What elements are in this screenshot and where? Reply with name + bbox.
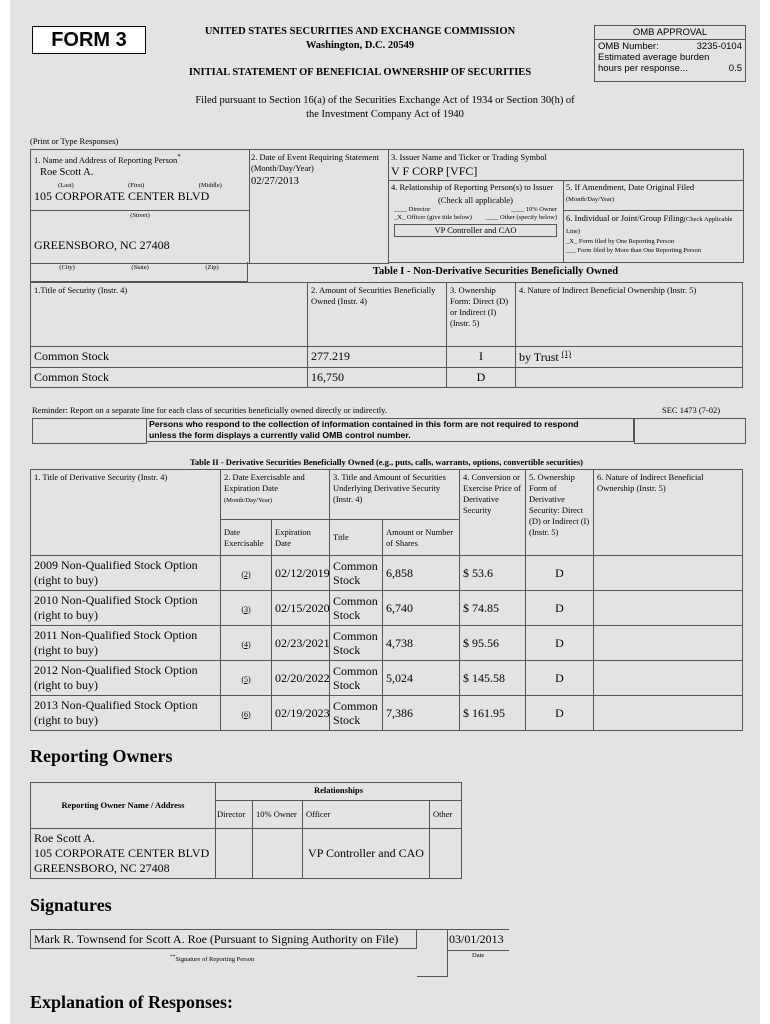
table-row [31,347,743,368]
owner-director [216,829,253,879]
owner-address-1: 105 CORPORATE CENTER BLVD [34,846,210,860]
table1-cell-amount: 16,750 [308,368,447,388]
table1-cell-title: Common Stock [31,368,308,388]
table2-title: Table II - Derivative Securities Beneficially Owned (e.g., puts, calls, warrants, options, convertible securities) [189,457,583,467]
footnote-link[interactable]: (3) [241,604,251,614]
ownership-form: D [526,591,594,626]
signer-name: Mark R. Townsend for Scott A. Roe (Pursuant to Signing Authority on File) [30,929,417,949]
exercise-price: $ 145.58 [460,661,526,696]
table1-header-form: 3. Ownership Form: Direct (D) or Indirect (I) (Instr. 5) [447,283,516,347]
reporting-city: GREENSBORO, NC 27408 [34,237,170,252]
table-row [31,626,743,661]
filed-line2: the Investment Company Act of 1940 [306,109,464,120]
omb-notice [146,418,634,442]
explanation-heading: Explanation of Responses: [30,992,234,1012]
omb-notice-line1: Persons who respond to the collection of information contained in this form are not required to respond [149,419,579,429]
footnote-link[interactable]: (2) [241,569,251,579]
derivative-title: 2009 Non-Qualified Stock Option (right to buy) [31,556,221,591]
table1-title: Table I - Non-Derivative Securities Beneficially Owned [372,266,619,277]
underlying-amount: 6,740 [383,591,460,626]
underlying-title: Common Stock [330,696,383,731]
exercise-price: $ 53.6 [460,556,526,591]
table-row [31,556,743,591]
owners-col-officer: Officer [303,801,430,829]
officer-title: VP Controller and CAO [394,224,557,237]
city-state-zip-labels [30,262,248,282]
table2-header-nature: 6. Nature of Indirect Beneficial Ownership (Instr. 5) [594,470,743,556]
last-label: (Last) [58,181,74,189]
table1-header-title: 1.Title of Security (Instr. 4) [31,283,308,347]
table-row [31,661,743,696]
expiration-date: 02/15/2020 [272,591,330,626]
exercise-price: $ 161.95 [460,696,526,731]
omb-burden-line2: hours per response... [598,63,688,74]
agency-name: UNITED STATES SECURITIES AND EXCHANGE COMMISSION [204,26,516,37]
underlying-title: Common Stock [330,626,383,661]
table2-header-form: 5. Ownership Form of Derivative Security: Direct (D) or Indirect (I) (Instr. 5) [526,470,594,556]
table-row [31,829,462,879]
city-label: (City) [59,264,75,271]
owners-col-ten-pct: 10% Owner [253,801,303,829]
omb-hours: 0.5 [728,63,742,74]
derivative-title: 2010 Non-Qualified Stock Option (right to buy) [31,591,221,626]
underlying-amount: 6,858 [383,556,460,591]
table2-sub-expiration: Expiration Date [272,520,330,556]
name-label: 1. Name and Address of Reporting Person [34,154,178,165]
table1-header-amount: 2. Amount of Securities Beneficially Owned (Instr. 4) [308,283,447,347]
table1 [30,282,743,388]
signature-date: 03/01/2013 [447,929,509,951]
amendment-label: 5. If Amendment, Date Original Filed [566,182,695,192]
table-row [31,591,743,626]
table2-sub-amount: Amount or Number of Shares [383,520,460,556]
table1-cell-title: Common Stock [31,347,308,368]
underlying-amount: 7,386 [383,696,460,731]
table2-header-dates: 2. Date Exercisable and Expiration Date (Month/Day/Year) [221,470,330,520]
footnote-link[interactable]: (5) [241,674,251,684]
owner-address-2: GREENSBORO, NC 27408 [34,861,170,875]
form-number: FORM 3 [32,26,146,54]
table1-cell-nature: by Trust $^{(1)}$ [516,347,743,368]
table2-sub-title: Title [330,520,383,556]
relationship-label: 4. Relationship of Reporting Person(s) to Issuer [391,182,554,192]
date-exercisable-footnote [221,626,272,661]
zip-label: (Zip) [205,264,219,271]
table-row [31,368,743,388]
table2-sub-date-exercisable: Date Exercisable [221,520,272,556]
reporting-owners-heading: Reporting Owners [30,746,173,766]
owner-ten-pct [253,829,303,879]
omb-burden-line1: Estimated average burden [598,52,710,63]
ten-pct-option[interactable]: ____ 10% Owner [511,206,557,213]
event-date-box [248,149,389,264]
nature-of-ownership [594,556,743,591]
ownership-form: D [526,696,594,731]
table1-cell-nature [516,368,743,388]
nature-of-ownership [594,696,743,731]
name-asterisk: * [177,153,181,161]
individual-label: 6. Individual or Joint/Group Filing [566,213,684,223]
reminder-left-box [32,418,147,444]
first-label: (First) [128,181,145,189]
table2 [30,469,743,731]
underlying-title: Common Stock [330,556,383,591]
reminder-text: Reminder: Report on a separate line for each class of securities beneficially owned directly or indirectly. [32,405,387,415]
underlying-amount: 5,024 [383,661,460,696]
nature-of-ownership [594,591,743,626]
table1-cell-form: I [447,347,516,368]
amendment-sub: (Month/Day/Year) [566,196,615,203]
signature-label: **Signature of Reporting Person [170,954,255,964]
underlying-amount: 4,738 [383,626,460,661]
individual-sub: (Check Applicable Line) [566,216,733,235]
event-date: 02/27/2013 [251,176,299,187]
date-exercisable-footnote [221,556,272,591]
owners-col-director: Director [216,801,253,829]
table2-header-title: 1. Title of Derivative Security (Instr. 4) [31,470,221,556]
table1-cell-amount: 277.219 [308,347,447,368]
filed-line1: Filed pursuant to Section 16(a) of the Securities Exchange Act of 1934 or Section 30(h) of [195,95,575,106]
owner-officer: VP Controller and CAO [303,829,430,879]
owner-name-address [31,829,216,879]
owner-name: Roe Scott A. [34,831,96,845]
middle-label: (Middle) [198,181,222,189]
nature-of-ownership [594,661,743,696]
table1-cell-form: D [447,368,516,388]
owners-col-other: Other [430,801,462,829]
other-option[interactable]: ____ Other (specify below) [485,214,557,221]
filed-pursuant [90,94,680,122]
street-label: (Street) [31,210,249,219]
derivative-title: 2013 Non-Qualified Stock Option (right to buy) [31,696,221,731]
omb-notice-line2: unless the form displays a currently valid OMB control number. [149,430,411,440]
expiration-date: 02/12/2019 [272,556,330,591]
check-all-note: (Check all applicable) [437,195,514,205]
omb-number: 3235-0104 [696,41,742,52]
individual-filing-box [563,211,744,263]
signatures-heading: Signatures [30,895,112,915]
owners-col-relationships: Relationships [216,783,462,801]
individual-option-2[interactable]: ___ Form filed by More than One Reporting Person [566,247,702,254]
officer-option[interactable]: _X_ Officer (give title below) [394,214,472,221]
footnote-link[interactable]: (1) [561,349,572,358]
issuer-name: V F CORP [VFC] [391,164,478,178]
ownership-form: D [526,556,594,591]
date-exercisable-footnote [221,591,272,626]
omb-number-label: OMB Number: [598,41,659,52]
underlying-title: Common Stock [330,591,383,626]
exercise-price: $ 95.56 [460,626,526,661]
individual-option-1[interactable]: _X_ Form filed by One Reporting Person [566,238,674,245]
reminder-right-box [634,418,746,444]
omb-title: OMB APPROVAL [595,26,745,40]
derivative-title: 2012 Non-Qualified Stock Option (right to buy) [31,661,221,696]
table2-header-price: 4. Conversion or Exercise Price of Derivative Security [460,470,526,556]
owners-col-name: Reporting Owner Name / Address [31,783,216,829]
expiration-date: 02/19/2023 [272,696,330,731]
table-row [31,696,743,731]
nature-of-ownership [594,626,743,661]
owners-table [30,782,462,879]
form-title: INITIAL STATEMENT OF BENEFICIAL OWNERSHIP OF SECURITIES [188,67,532,78]
date-label: Date [472,952,485,959]
issuer-label: 3. Issuer Name and Ticker or Trading Symbol [391,152,547,162]
table2-header-underlying: 3. Title and Amount of Securities Underlying Derivative Security (Instr. 4) [330,470,460,520]
director-option[interactable]: ____ Director [394,206,431,213]
date-exercisable-footnote [221,661,272,696]
expiration-date: 02/23/2021 [272,626,330,661]
reporting-person-box [30,149,250,264]
ownership-form: D [526,626,594,661]
signature-spacer-box [417,929,448,977]
reporting-name: Roe Scott A. [40,166,94,178]
footnote-link[interactable]: (6) [241,709,251,719]
amendment-box [563,180,744,211]
omb-approval-box [594,25,746,82]
state-label: (State) [131,264,149,271]
ownership-form: D [526,661,594,696]
underlying-title: Common Stock [330,661,383,696]
agency-city: Washington, D.C. 20549 [305,40,415,51]
owner-other [430,829,462,879]
sec-number: SEC 1473 (7-02) [662,405,721,415]
reporting-street: 105 CORPORATE CENTER BLVD [34,188,210,203]
print-note: (Print or Type Responses) [30,136,119,146]
event-date-label: 2. Date of Event Requiring Statement (Month/Day/Year) [251,152,379,173]
table1-header-nature: 4. Nature of Indirect Beneficial Ownership (Instr. 5) [516,283,743,347]
date-exercisable-footnote [221,696,272,731]
expiration-date: 02/20/2022 [272,661,330,696]
relationship-box [388,180,564,263]
footnote-link[interactable]: (4) [241,639,251,649]
issuer-box [388,149,744,181]
exercise-price: $ 74.85 [460,591,526,626]
form-page [10,0,760,1024]
derivative-title: 2011 Non-Qualified Stock Option (right to buy) [31,626,221,661]
